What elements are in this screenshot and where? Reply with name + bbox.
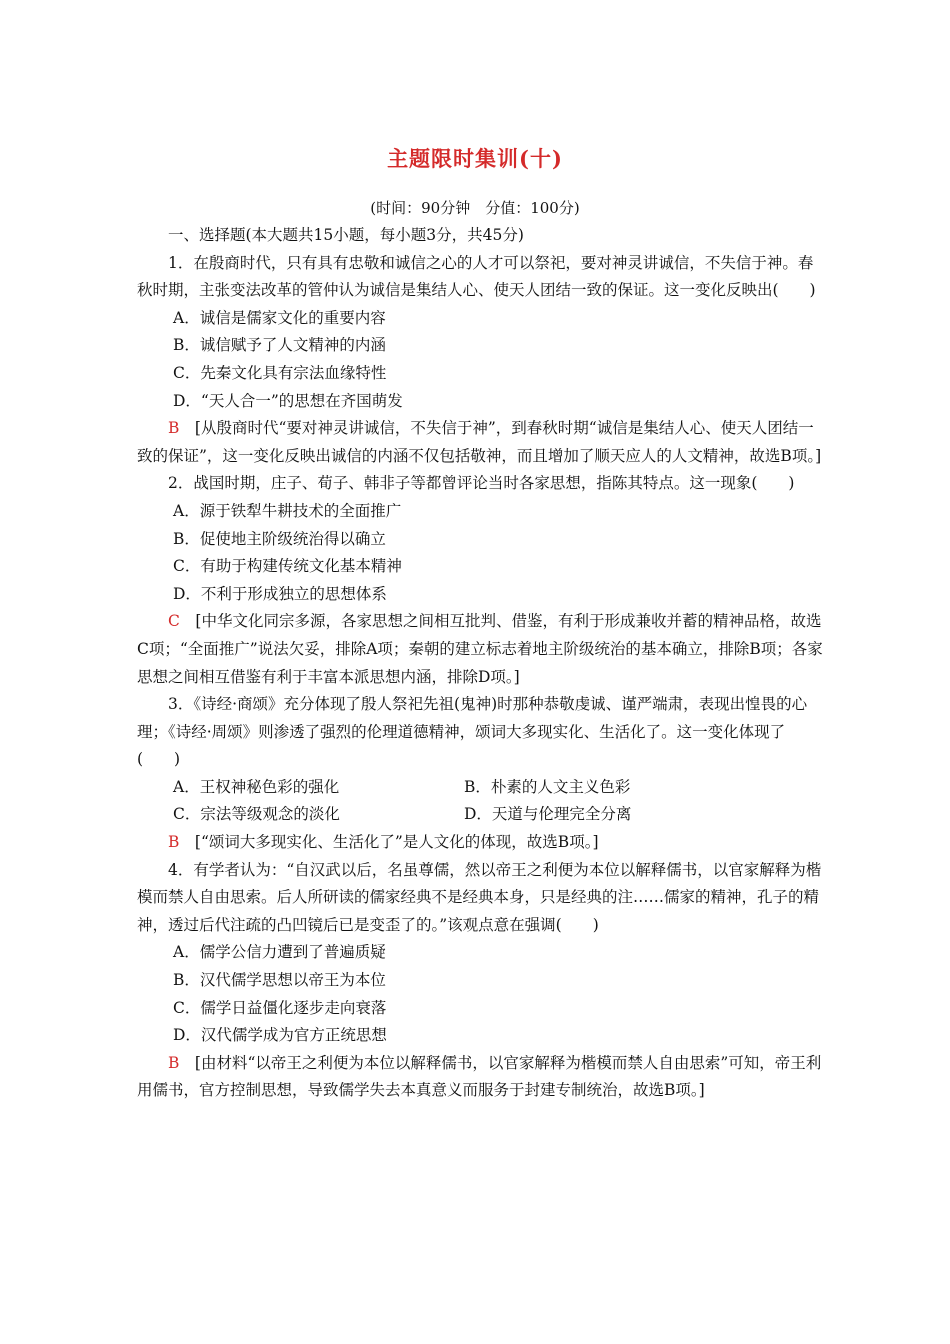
- option-b: B．促使地主阶级统治得以确立: [173, 529, 386, 548]
- option-b: B．诚信赋予了人文精神的内涵: [173, 336, 386, 355]
- option-c: C．有助于构建传统文化基本精神: [173, 557, 402, 576]
- explanation-text: [由材料“以帝王之利便为本位以解释儒书，以官家解释为楷模而禁人自由思索”可知，帝王利用儒书，官方控制思想，导致儒学失去本真意义而服务于封建专制统治，故选B项。]: [137, 1053, 822, 1100]
- answer-letter: B: [168, 833, 180, 852]
- answer-explanation: [137, 608, 827, 691]
- explanation-text: [“颂词大多现实化、生活化了”是人文化的体现，故选B项。]: [194, 833, 599, 852]
- question-stem: 4．有学者认为：“自汉武以后，名虽尊儒，然以帝王之利便为本位以解释儒书，以官家解释为楷模而禁人自由思索。后人所研读的儒家经典不是经典本身，只是经典的注……儒家的精神，孔子的精神，透过后代注疏的凸凹镜后已是变歪了的。”该观点意在强调( ): [137, 860, 822, 934]
- question-stem: 3．《诗经·商颂》充分体现了殷人祭祀先祖(鬼神)时那种恭敬虔诚、谨严端肃，表现出惶畏的心理；《诗经·周颂》则渗透了强烈的伦理道德精神，颂词大多现实化、生活化了。这一变化体现了( ): [137, 695, 808, 769]
- option-c: C．宗法等级观念的淡化: [173, 805, 340, 824]
- option-a: A．源于铁犁牛耕技术的全面推广: [173, 501, 402, 520]
- option-d: D．汉代儒学成为官方正统思想: [173, 1026, 387, 1045]
- option-a: A．王权神秘色彩的强化: [173, 777, 340, 796]
- answer-explanation: [137, 415, 827, 470]
- question-stem: 1．在殷商时代，只有具有忠敬和诚信之心的人才可以祭祀，要对神灵讲诚信，不失信于神。春秋时期，主张变法改革的管仲认为诚信是集结人心、使天人团结一致的保证。这一变化反映出( ): [137, 253, 816, 300]
- answer-explanation: [137, 829, 827, 857]
- question-stem: 2．战国时期，庄子、荀子、韩非子等都曾评论当时各家思想，指陈其特点。这一现象( ): [168, 474, 795, 493]
- answer-letter: C: [168, 612, 180, 631]
- option-d: D．“天人合一”的思想在齐国萌发: [173, 391, 403, 410]
- answer-explanation: [137, 1050, 827, 1105]
- explanation-text: [从殷商时代“要对神灵讲诚信，不失信于神”，到春秋时期“诚信是集结人心、使天人团结一致的保证”，这一变化反映出诚信的内涵不仅包括敬神，而且增加了顺天应人的人文精神，故选B项。]: [137, 419, 822, 465]
- option-a: A．儒学公信力遭到了普遍质疑: [173, 943, 386, 962]
- option-b: B．汉代儒学思想以帝王为本位: [173, 971, 386, 990]
- section-heading: 一、选择题(本大题共15小题，每小题3分，共45分): [168, 226, 524, 244]
- explanation-text: [中华文化同宗多源，各家思想之间相互批判、借鉴，有利于形成兼收并蓄的精神品格，故选C项；“全面推广”说法欠妥，排除A项；秦朝的建立标志着地主阶级统治的基本确立，排除B项；各家思想之间相互借鉴有利于丰富本派思想内涵，排除D项。]: [137, 612, 823, 686]
- time-score-info: (时间：90分钟 分值：100分): [370, 199, 580, 217]
- option-a: A．诚信是儒家文化的重要内容: [173, 308, 386, 327]
- option-c: C．儒学日益僵化逐步走向衰落: [173, 998, 387, 1017]
- question-content: [137, 222, 827, 1105]
- option-d: D．不利于形成独立的思想体系: [173, 584, 387, 603]
- option-d: D．天道与伦理完全分离: [464, 805, 632, 824]
- option-c: C．先秦文化具有宗法血缘特性: [173, 363, 387, 382]
- option-row: [137, 801, 827, 829]
- option-row: [137, 774, 827, 802]
- answer-letter: B: [168, 419, 180, 438]
- answer-letter: B: [168, 1053, 180, 1072]
- page-title: 主题限时集训(十): [387, 146, 563, 171]
- option-b: B．朴素的人文主义色彩: [464, 777, 631, 796]
